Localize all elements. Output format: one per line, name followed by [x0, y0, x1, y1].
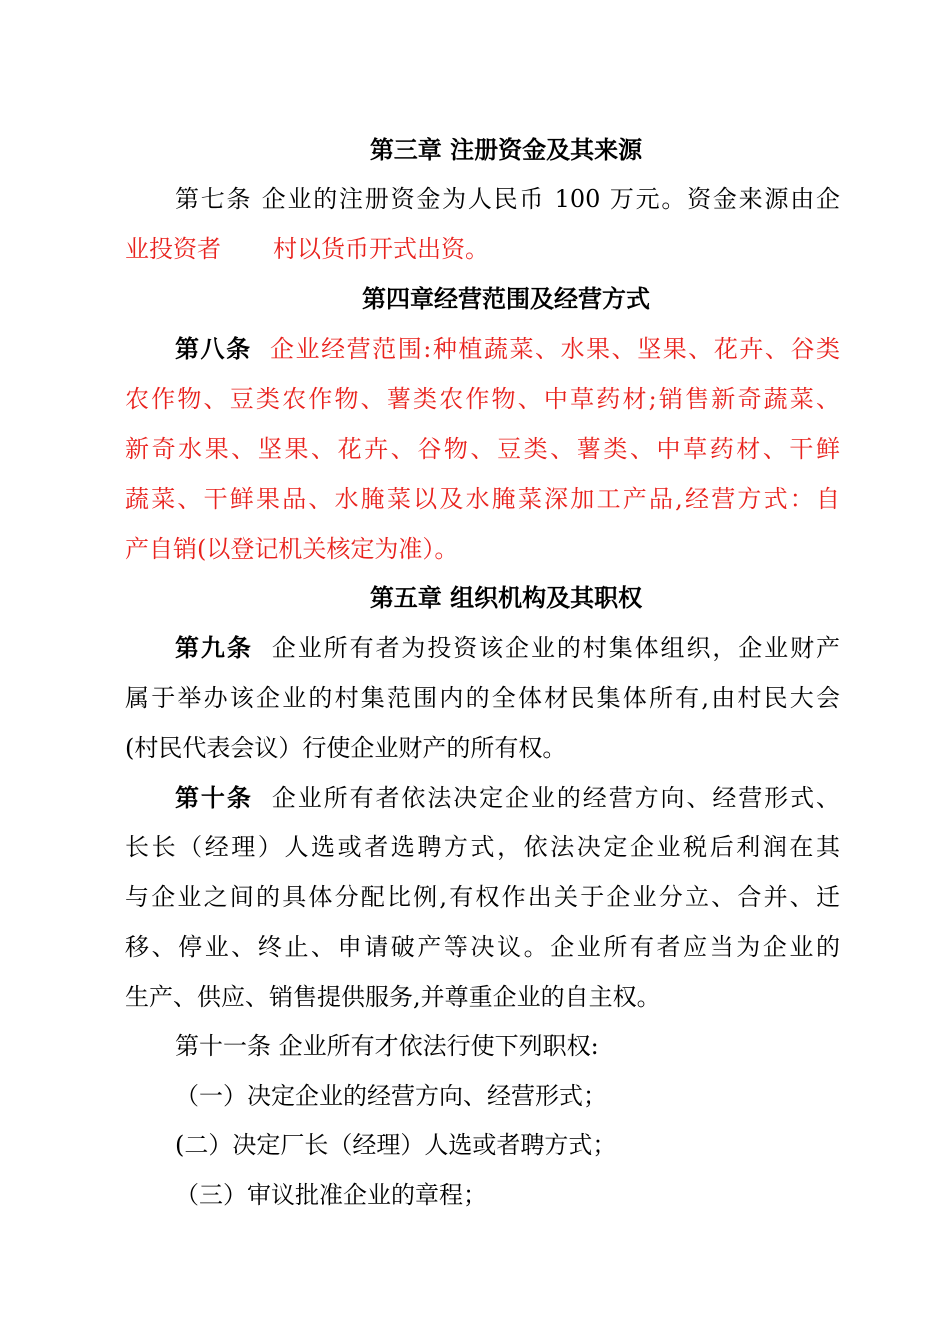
- article-10-line-3: 与企业之间的具体分配比例,有权作出关于企业分立、合并、迁: [125, 883, 840, 911]
- article-10-line-4: 移、停业、终止、申请破产等决议。企业所有者应当为企业的: [125, 933, 840, 961]
- article-8-text-1: 企业经营范围:种植蔬菜、水果、坚果、花卉、谷类: [269, 335, 840, 363]
- article-8-line-3: 新奇水果、坚果、花卉、谷物、豆类、薯类、中草药材、干鲜: [125, 435, 840, 463]
- article-9-text-1: 企业所有者为投资该企业的村集体组织，企业财产: [271, 634, 840, 662]
- article-7-funding: 村以货币开式出资。: [273, 235, 489, 263]
- chapter-4-title: 第四章经营范围及经营方式: [362, 285, 650, 313]
- article-9-line-3: (村民代表会议）行使企业财产的所有权。: [125, 734, 567, 762]
- article-8-line-2: 农作物、豆类农作物、薯类农作物、中草药材;销售新奇蔬菜、: [125, 385, 840, 413]
- article-7-line-1: 第七条 企业的注册资金为人民币 100 万元。资金来源由企: [175, 185, 840, 213]
- article-10-line-2: 长长（经理）人选或者选聘方式，依法决定企业税后利润在其: [125, 833, 840, 861]
- article-7-line-2: [125, 234, 840, 264]
- article-8-line-5: 产自销(以登记机关核定为准）。: [125, 535, 459, 563]
- article-8-label: 第八条: [175, 335, 252, 363]
- article-11-item-2: (二）决定厂长（经理）人选或者聘方式；: [175, 1131, 617, 1159]
- article-9-line-2: 属于举办该企业的村集范围内的全体材民集体所有,由村民大会: [125, 684, 840, 712]
- article-8-line-4: 蔬菜、干鲜果品、水腌菜以及水腌菜深加工产品,经营方式：自: [125, 485, 840, 513]
- article-10-line-1: [175, 783, 840, 813]
- article-10-label: 第十条: [175, 784, 253, 812]
- article-11-item-3: （三）审议批准企业的章程；: [175, 1181, 487, 1209]
- article-9-line-1: [175, 633, 840, 663]
- article-10-text-1: 企业所有者依法决定企业的经营方向、经营形式、: [271, 784, 840, 812]
- article-8-line-1: [175, 334, 840, 364]
- article-11-item-1: （一）决定企业的经营方向、经营形式；: [175, 1082, 607, 1110]
- article-11-line-1: 第十一条 企业所有才依法行使下列职权:: [175, 1032, 599, 1060]
- article-10-line-5: 生产、供应、销售提供服务,并尊重企业的自主权。: [125, 983, 661, 1011]
- chapter-5-title: 第五章 组织机构及其职权: [369, 584, 643, 612]
- chapter-3-title: 第三章 注册资金及其来源: [369, 136, 643, 164]
- article-7-investor: 业投资者: [125, 235, 221, 263]
- article-9-label: 第九条: [175, 634, 253, 662]
